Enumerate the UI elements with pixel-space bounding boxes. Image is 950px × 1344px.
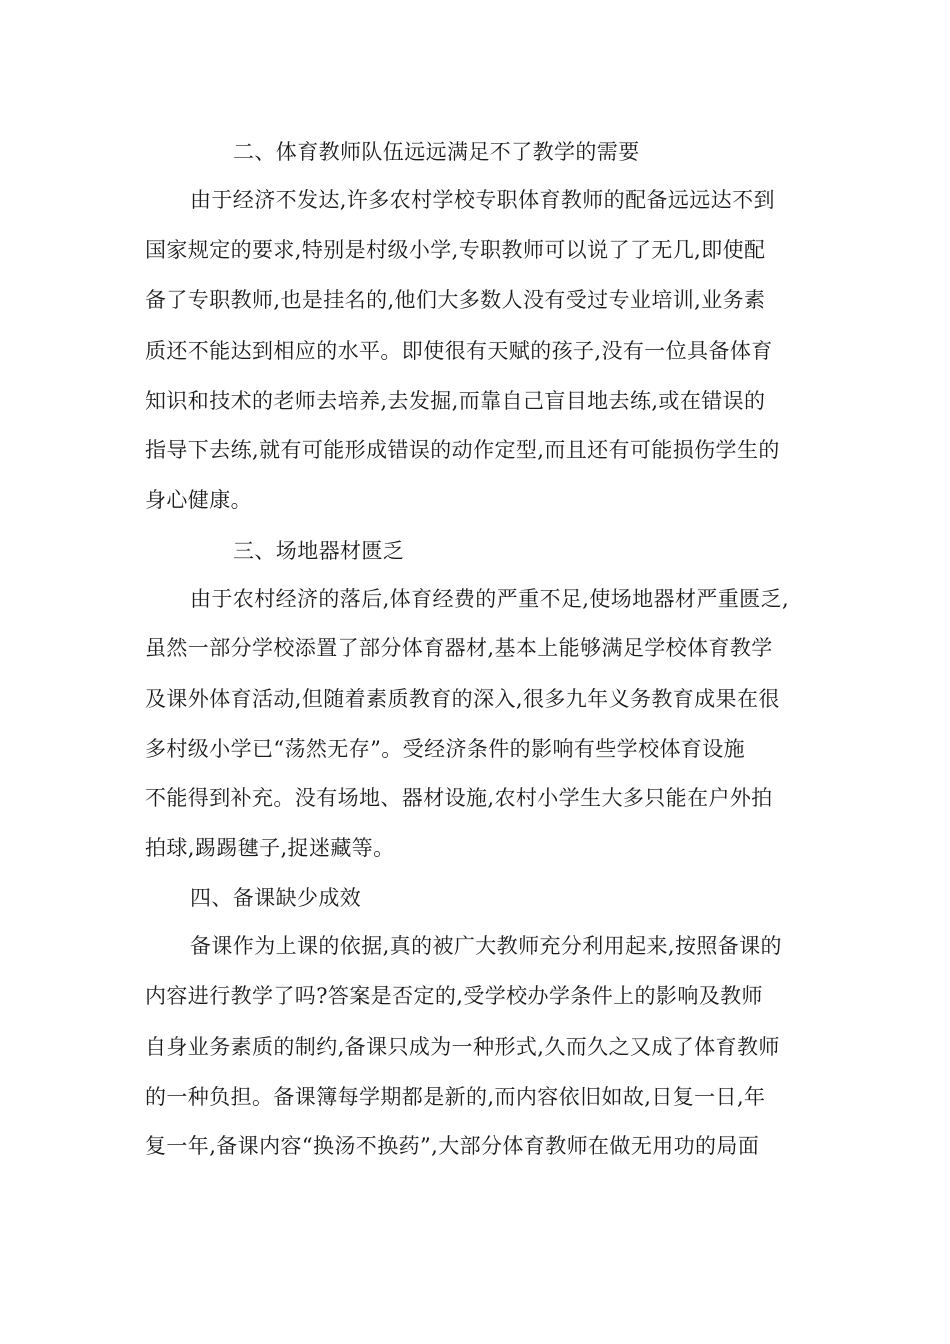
paragraph-line: 由于经济不发达,许多农村学校专职体育教师的配备远远达不到 (190, 188, 775, 212)
paragraph-line: 多村级小学已“荡然无存”。受经济条件的影响有些学校体育设施 (145, 737, 746, 761)
paragraph-line: 由于农村经济的落后,体育经费的严重不足,使场地器材严重匮乏, (190, 587, 790, 611)
section-heading-3: 三、场地器材匮乏 (233, 539, 405, 563)
paragraph-line: 自身业务素质的制约,备课只成为一种形式,久而久之又成了体育教师 (145, 1035, 780, 1059)
paragraph-line: 的一种负担。备课簿每学期都是新的,而内容依旧如故,日复一日,年 (145, 1085, 766, 1109)
paragraph-line: 不能得到补充。没有场地、器材设施,农村小学生大多只能在户外拍 (145, 786, 773, 810)
paragraph-line: 及课外体育活动,但随着素质教育的深入,很多九年义务教育成果在很 (145, 687, 780, 711)
section-heading-4: 四、备课缺少成效 (190, 886, 362, 910)
paragraph-line: 内容进行教学了吗?答案是否定的,受学校办学条件上的影响及教师 (145, 984, 763, 1008)
paragraph-line: 备课作为上课的依据,真的被广大教师充分利用起来,按照备课的 (190, 934, 782, 958)
paragraph-line: 身心健康。 (145, 488, 252, 512)
paragraph-line: 指导下去练,就有可能形成错误的动作定型,而且还有可能损伤学生的 (145, 438, 780, 462)
paragraph-line: 备了专职教师,也是挂名的,他们大多数人没有受过专业培训,业务素 (145, 288, 766, 312)
paragraph-line: 国家规定的要求,特别是村级小学,专职教师可以说了了无几,即使配 (145, 238, 766, 262)
paragraph-line: 质还不能达到相应的水平。即使很有天赋的孩子,没有一位具备体育 (145, 339, 773, 363)
paragraph-line: 拍球,踢踢毽子,捉迷藏等。 (145, 836, 395, 860)
paragraph-line: 知识和技术的老师去培养,去发掘,而靠自己盲目地去练,或在错误的 (145, 389, 766, 413)
paragraph-line: 复一年,备课内容“换汤不换药”,大部分体育教师在做无用功的局面 (145, 1134, 760, 1158)
section-heading-2: 二、体育教师队伍远远满足不了教学的需要 (233, 140, 640, 164)
paragraph-line: 虽然一部分学校添置了部分体育器材,基本上能够满足学校体育教学 (145, 636, 773, 660)
